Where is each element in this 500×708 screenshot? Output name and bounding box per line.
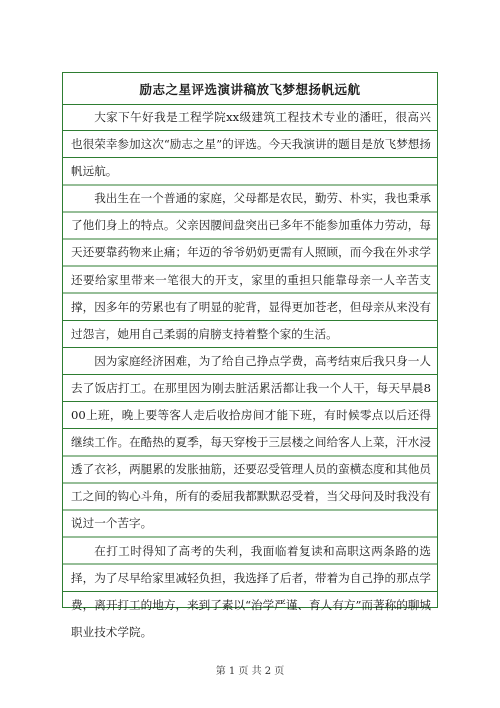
paragraph-4: 在打工时得知了高考的失利，我面临着复读和高职这两条路的选择，为了尽早给家里减轻负担，我选择了后者，带着为自己挣的那点学费，离开打工的地方，来到了素以“治学严谨、育人有方”而著称的聊城职业技术学院。 xyxy=(71,543,431,639)
paragraph-2: 我出生在一个普通的家庭，父母都是农民，勤劳、朴实，我也秉承了他们身上的特点。父亲因腰间盘突出已多年不能参加重体力劳动，每天还要靠药物来止痛；年迈的爷爷奶奶更需有人照顾，而今我在外求学还要给家里带来一笔很大的开支，家里的重担只能靠母亲一人辛苦支撑，因多年的劳累也有了明显的驼背，显得更加苍老，但母亲从来没有过怨言，她用自己柔弱的肩膀支持着整个家的生活。 xyxy=(71,191,431,341)
document-frame xyxy=(62,72,438,639)
paragraph-list xyxy=(71,104,431,646)
document-body xyxy=(63,104,437,639)
page-number: 第 1 页 共 2 页 xyxy=(215,666,285,677)
paragraph-1: 大家下午好我是工程学院xx级建筑工程技术专业的潘旺，很高兴也很荣幸参加这次“励志之星”的评选。今天我演讲的题目是放飞梦想扬帆远航。 xyxy=(71,110,431,179)
paragraph-3: 因为家庭经济困难，为了给自己挣点学费，高考结束后我只身一人去了饭店打工。在那里因为刚去脏活累活都让我一个人干，每天早晨800上班，晚上要等客人走后收拾房间才能下班，有时候零点以后还得继续工作。在酷热的夏季，每天穿梭于三层楼之间给客人上菜，汗水浸透了衣衫，两腿累的发胀抽筋，还要忍受管理人员的蛮横态度和其他员工之间的钩心斗角，所有的委屈我都默默忍受着，当父母问及时我没有说过一个苦字。 xyxy=(71,353,431,531)
document-title: 励志之星评选演讲稿放飞梦想扬帆远航 xyxy=(63,73,437,105)
